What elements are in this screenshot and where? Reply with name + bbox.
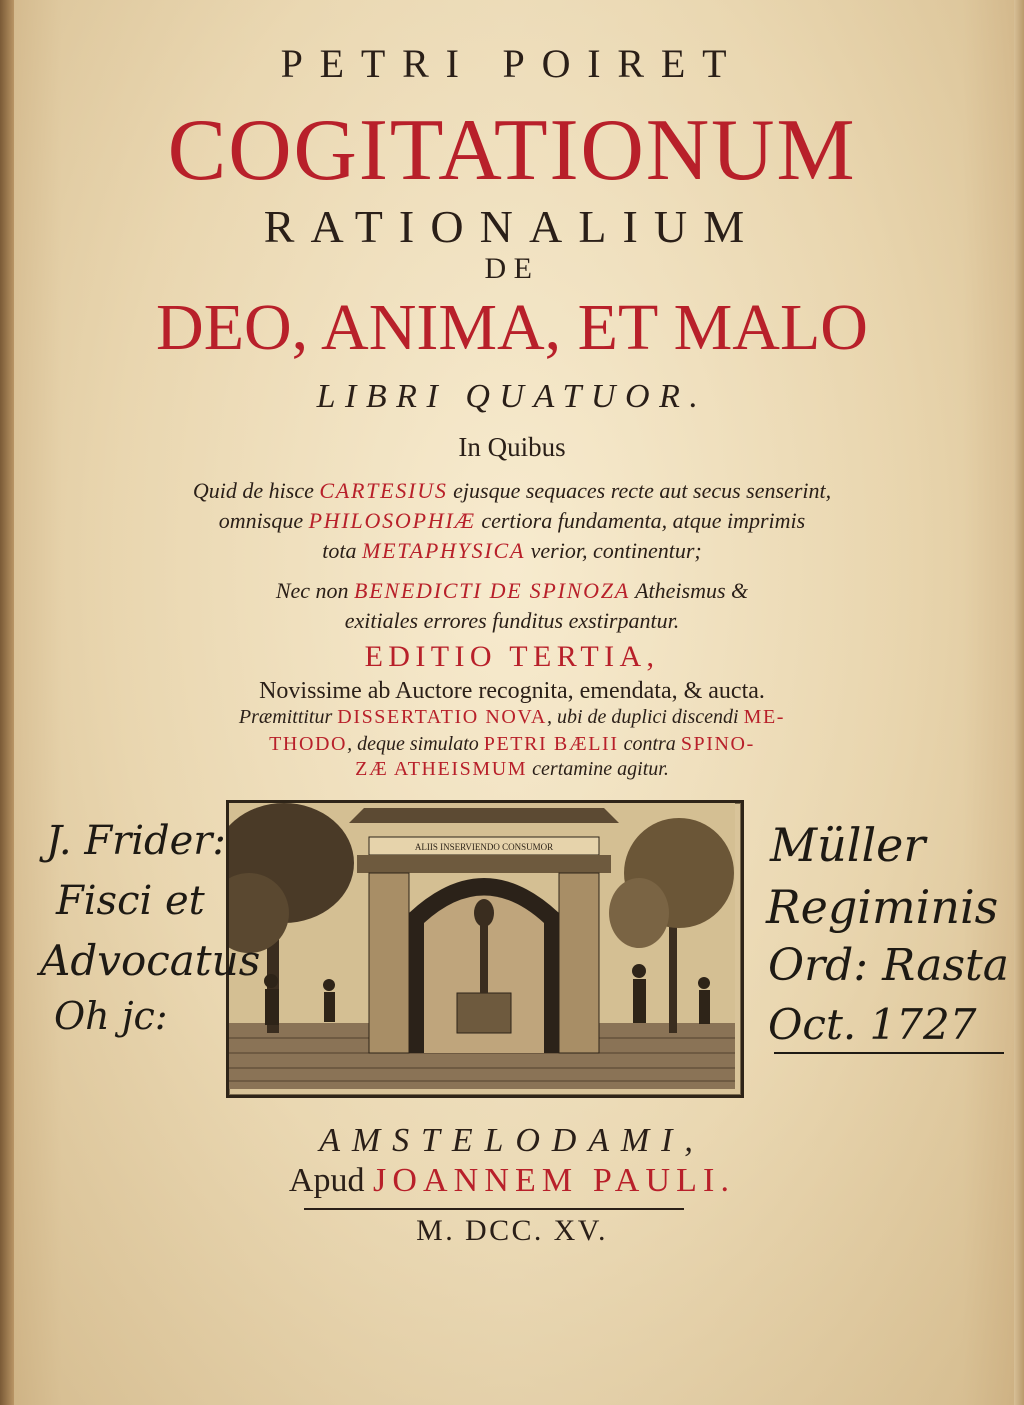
arch-structure [349, 808, 619, 1053]
pre-name: THODO [269, 733, 348, 755]
desc-name: BENEDICTI DE SPINOZA [354, 578, 630, 603]
handwritten-note-left: Fisci et [56, 878, 205, 924]
handwritten-note-right: Ord: Rasta [768, 940, 1009, 991]
pre-text: contra [618, 733, 681, 755]
handwritten-note-right: Müller [770, 818, 926, 872]
edition-line: EDITIO TERTIA, [364, 640, 660, 673]
engraving-vignette [226, 800, 744, 1098]
title-main: COGITATIONUM [167, 102, 857, 199]
desc-text: verior, continentur; [525, 538, 702, 563]
desc-text: Nec non [275, 578, 355, 603]
pre-name: SPINO- [680, 733, 755, 755]
desc-text: Atheismus & [630, 578, 749, 603]
title-sub1: RATIONALIUM [263, 201, 761, 252]
description-line [0, 578, 1024, 604]
pre-name: PETRI BÆLII [483, 733, 619, 755]
desc-name: METAPHYSICA [361, 538, 526, 563]
handwritten-note-right: Oct. 1727 [768, 1000, 977, 1049]
vignette-motto: ALIIS INSERVIENDO CONSUMOR [414, 842, 554, 852]
description-line [0, 538, 1024, 564]
desc-name: CARTESIUS [319, 478, 448, 503]
praemittitur-line [0, 733, 1024, 756]
desc-text: certiora fundamenta, atque imprimis [475, 508, 806, 533]
imprint-rule [304, 1208, 684, 1210]
pre-text: , deque simulato [347, 733, 484, 755]
handwritten-note-left: J. Frider: [46, 818, 226, 864]
imprint-city: AMSTELODAMI, [319, 1122, 705, 1159]
handwritten-note-left: Oh jc: [54, 994, 168, 1038]
libri-line: LIBRI QUATUOR. [316, 378, 708, 415]
imprint-apud: Apud [288, 1162, 373, 1199]
description-line [0, 478, 1024, 504]
imprint-publisher: JOANNEM PAULI. [372, 1162, 736, 1199]
desc-text: omnisque [218, 508, 309, 533]
desc-text: tota [322, 538, 362, 563]
handwritten-note-left: Advocatus [40, 936, 261, 985]
in-quibus-line: In Quibus [458, 432, 566, 462]
title-de: DE [484, 252, 540, 285]
pre-text: , ubi de duplici discendi [546, 706, 744, 728]
pre-name: ME- [743, 706, 786, 728]
praemittitur-line [0, 758, 1024, 781]
description-line [0, 508, 1024, 534]
novissime-line: Novissime ab Auctore recognita, emendata, & aucta. [259, 678, 765, 704]
title-sub2: DEO, ANIMA, ET MALO [156, 291, 868, 364]
pre-name: ZÆ ATHEISMUM [355, 758, 528, 780]
handwritten-note-right: Regiminis [766, 880, 999, 934]
description-line: exitiales errores funditus exstirpantur. [344, 608, 680, 633]
praemittitur-line [0, 706, 1024, 729]
handwritten-underline [774, 1052, 1004, 1054]
author-line: PETRI POIRET [280, 41, 744, 86]
pre-text: Præmittitur [238, 706, 338, 728]
pre-name: DISSERTATIO NOVA [337, 706, 547, 728]
imprint-year: M. DCC. XV. [416, 1214, 608, 1247]
desc-text: Quid de hisce [192, 478, 320, 503]
desc-name: PHILOSOPHIÆ [308, 508, 476, 533]
pre-text: certamine agitur. [527, 758, 669, 780]
imprint-publisher-line [0, 1162, 1024, 1200]
desc-text: ejusque sequaces recte aut secus senserint, [447, 478, 832, 503]
engraving-drawing [229, 803, 735, 1089]
